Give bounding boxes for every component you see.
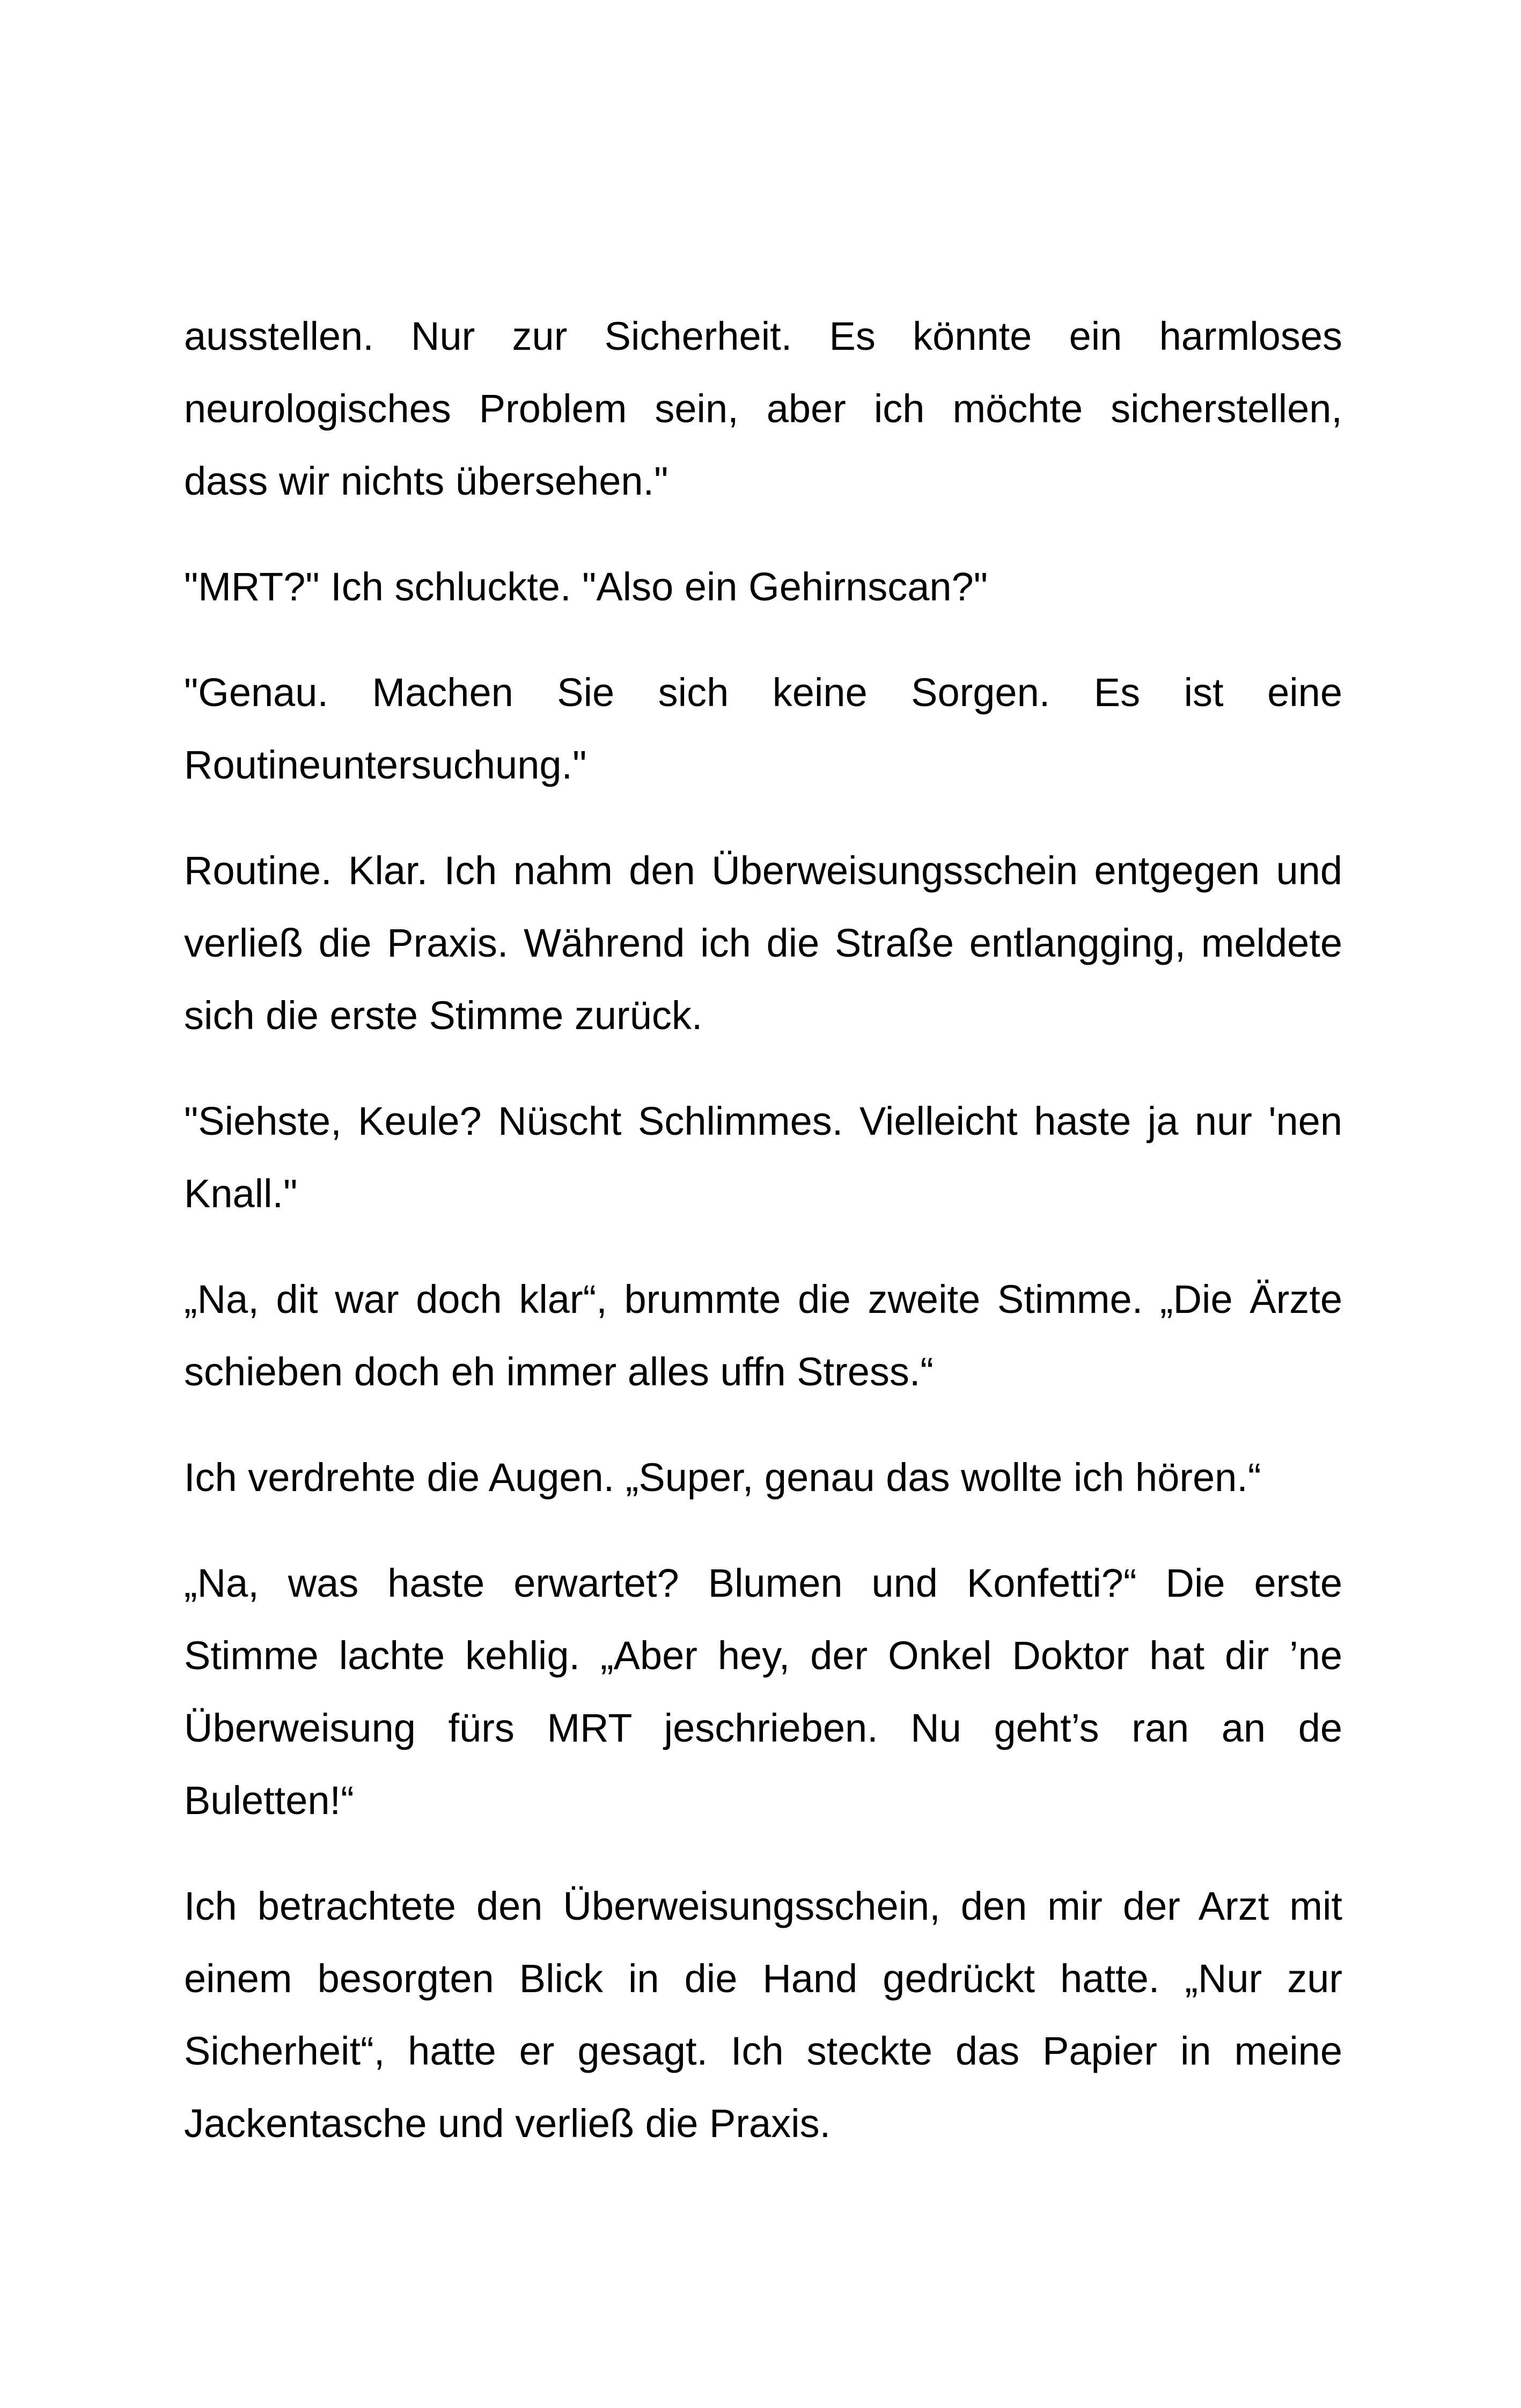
text-line: dass wir nichts übersehen." [184,459,668,503]
paragraph [184,550,1342,623]
text-line: „Na, was haste erwartet? Blumen und Konfetti?“ Die erste [184,1561,1342,1605]
text-line: „Na, dit war doch klar“, brummte die zweite Stimme. „Die Ärzte [184,1277,1342,1322]
text-line: Routineuntersuchung." [184,743,587,787]
text-line: "MRT?" Ich schluckte. "Also ein Gehirnscan?" [184,564,988,609]
text-line: "Siehste, Keule? Nüscht Schlimmes. Vielleicht haste ja nur 'nen [184,1099,1342,1143]
text-line: schieben doch eh immer alles uffn Stress.“ [184,1349,934,1394]
text-line: Sicherheit“, hatte er gesagt. Ich steckte das Papier in meine [184,2029,1342,2073]
text-line: Jackentasche und verließ die Praxis. [184,2101,831,2146]
paragraph [184,300,1342,517]
paragraph [184,1263,1342,1408]
paragraph [184,1085,1342,1230]
text-line: ausstellen. Nur zur Sicherheit. Es könnte ein harmloses [184,314,1342,358]
text-line: sich die erste Stimme zurück. [184,993,703,1038]
text-line: einem besorgten Blick in die Hand gedrückt hatte. „Nur zur [184,1956,1342,2001]
text-line: Überweisung fürs MRT jeschrieben. Nu geht’s ran an de [184,1706,1342,1750]
paragraph [184,1441,1342,1514]
text-line: Knall." [184,1171,298,1216]
paragraph [184,1870,1342,2160]
text-line: "Genau. Machen Sie sich keine Sorgen. Es ist eine [184,670,1342,715]
document-body [184,300,1342,2160]
text-line: Ich verdrehte die Augen. „Super, genau das wollte ich hören.“ [184,1455,1261,1500]
text-line: Stimme lachte kehlig. „Aber hey, der Onkel Doktor hat dir ’ne [184,1633,1342,1678]
paragraph [184,656,1342,801]
text-line: Ich betrachtete den Überweisungsschein, den mir der Arzt mit [184,1884,1342,1928]
paragraph [184,1547,1342,1837]
text-line: Buletten!“ [184,1778,354,1823]
paragraph [184,834,1342,1052]
text-line: Routine. Klar. Ich nahm den Überweisungsschein entgegen und [184,848,1342,893]
text-line: neurologisches Problem sein, aber ich möchte sicherstellen, [184,386,1342,431]
text-line: verließ die Praxis. Während ich die Straße entlangging, meldete [184,921,1342,965]
